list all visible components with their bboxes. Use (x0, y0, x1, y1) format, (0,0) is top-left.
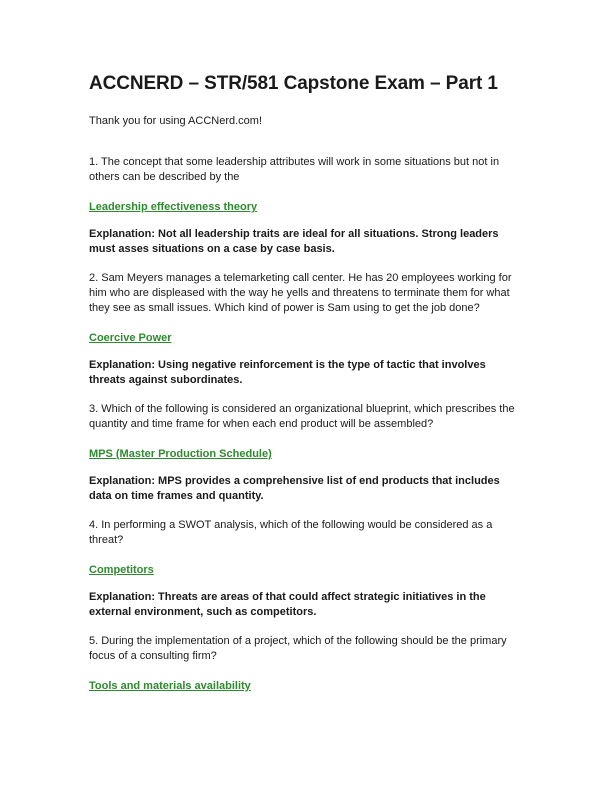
answer-link[interactable]: Tools and materials availability (89, 680, 251, 692)
answer-link[interactable]: MPS (Master Production Schedule) (89, 448, 272, 460)
answer-link[interactable]: Coercive Power (89, 332, 172, 344)
answer-link[interactable]: Leadership effectiveness theory (89, 201, 258, 213)
explanation-text: Explanation: Threats are areas of that could affect strategic initiatives in the external environment, such as competitors. (89, 591, 486, 618)
explanation-text: Explanation: MPS provides a comprehensive list of end products that includes data on time frames and quantity. (89, 475, 500, 502)
question-text: 5. During the implementation of a project, which of the following should be the primary focus of a consulting firm? (89, 635, 507, 662)
question-block-1 (89, 155, 519, 257)
question-text: 4. In performing a SWOT analysis, which of the following would be considered as a threat? (89, 519, 493, 546)
answer-link[interactable]: Competitors (89, 564, 154, 576)
question-block-5 (89, 634, 519, 706)
question-block-4 (89, 518, 519, 620)
question-text: 2. Sam Meyers manages a telemarketing call center. He has 20 employees working for him who are displeased with the way he yells and threatens to terminate them for what they see as small issues. Which kind of power is Sam using to get the job done? (89, 272, 512, 314)
question-text: 1. The concept that some leadership attributes will work in some situations but not in others can be described by the (89, 156, 500, 183)
document-page (89, 72, 519, 706)
question-block-3 (89, 402, 519, 504)
thanks-text: Thank you for using ACCNerd.com! (89, 115, 263, 127)
page-title: ACCNERD – STR/581 Capstone Exam – Part 1 (89, 73, 498, 94)
question-block-2 (89, 271, 519, 388)
explanation-text: Explanation: Not all leadership traits are ideal for all situations. Strong leaders must asses situations on a case by case basis. (89, 228, 499, 255)
question-text: 3. Which of the following is considered an organizational blueprint, which prescribes the quantity and time frame for when each end product will be assembled? (89, 403, 515, 430)
explanation-text: Explanation: Using negative reinforcement is the type of tactic that involves threats against subordinates. (89, 359, 486, 386)
